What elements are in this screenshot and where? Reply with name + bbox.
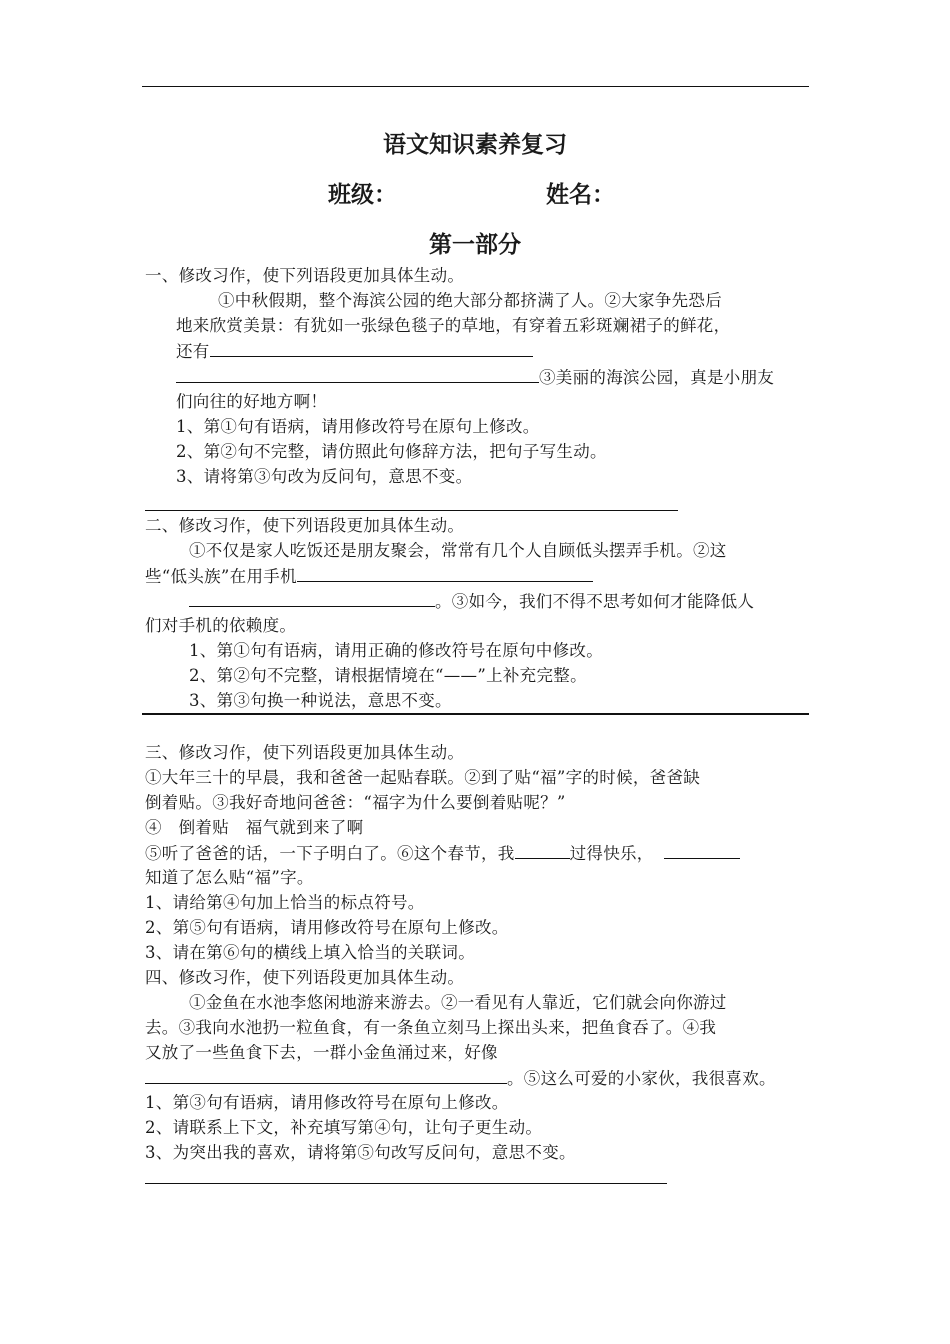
s1-para-text: 还有 bbox=[176, 342, 210, 361]
s4-answer-line[interactable] bbox=[145, 1183, 667, 1184]
s3-question: 2、第⑤句有语病，请用修改符号在原句上修改。 bbox=[145, 918, 509, 937]
s1-question: 3、请将第③句改为反问句，意思不变。 bbox=[176, 467, 473, 486]
top-rule bbox=[142, 86, 809, 87]
s3-para-line: ④ 倒着贴 福气就到来了啊 bbox=[145, 818, 364, 837]
s2-fill-blank[interactable] bbox=[189, 590, 435, 607]
s4-para-text: 。⑤这么可爱的小家伙，我很喜欢。 bbox=[507, 1069, 776, 1088]
s2-fill-blank[interactable] bbox=[297, 565, 593, 582]
s2-para-text: 。③如今，我们不得不思考如何才能降低人 bbox=[435, 592, 755, 611]
s3-heading: 三、修改习作，使下列语段更加具体生动。 bbox=[145, 743, 465, 762]
s1-para-text: ③美丽的海滨公园，真是小朋友 bbox=[539, 368, 775, 387]
s4-para-line: 去。③我向水池扔一粒鱼食，有一条鱼立刻马上探出头来，把鱼食吞了。④我 bbox=[145, 1018, 717, 1037]
s2-para-text: 些“低头族”在用手机 bbox=[145, 567, 297, 586]
s1-answer-line[interactable] bbox=[145, 510, 678, 511]
s4-heading: 四、修改习作，使下列语段更加具体生动。 bbox=[145, 968, 465, 987]
s3-para-text: 过得快乐， bbox=[569, 844, 654, 863]
s2-para-line bbox=[145, 565, 593, 588]
s4-para-line: 又放了一些鱼食下去，一群小金鱼涌过来，好像 bbox=[145, 1043, 498, 1062]
s2-heading: 二、修改习作，使下列语段更加具体生动。 bbox=[145, 516, 465, 535]
class-label: 班级： bbox=[328, 182, 397, 208]
s2-para-line bbox=[189, 590, 754, 613]
page-title: 语文知识素养复习 bbox=[383, 132, 567, 158]
s3-fill-blank[interactable] bbox=[664, 842, 740, 859]
s3-fill-blank[interactable] bbox=[515, 842, 570, 859]
part-title: 第一部分 bbox=[429, 232, 521, 258]
s3-para-text: ⑤听了爸爸的话，一下子明白了。⑥这个春节，我 bbox=[145, 844, 515, 863]
s2-question: 3、第③句换一种说法，意思不变。 bbox=[189, 691, 452, 710]
s3-para-line bbox=[145, 842, 740, 865]
s2-question: 2、第②句不完整，请根据情境在“——”上补充完整。 bbox=[189, 666, 587, 685]
section-divider bbox=[142, 713, 809, 715]
s1-para-line bbox=[176, 366, 774, 389]
s1-question: 2、第②句不完整，请仿照此句修辞方法，把句子写生动。 bbox=[176, 442, 607, 461]
s1-para-line: 地来欣赏美景：有犹如一张绿色毯子的草地，有穿着五彩斑斓裙子的鲜花， bbox=[176, 316, 731, 335]
s4-question: 1、第③句有语病，请用修改符号在原句上修改。 bbox=[145, 1093, 509, 1112]
s1-fill-blank[interactable] bbox=[176, 366, 539, 383]
s2-para-line: 们对手机的依赖度。 bbox=[145, 616, 297, 635]
s4-question: 2、请联系上下文，补充填写第④句，让句子更生动。 bbox=[145, 1118, 543, 1137]
s4-para-line bbox=[145, 1067, 776, 1090]
s3-question: 3、请在第⑥句的横线上填入恰当的关联词。 bbox=[145, 943, 475, 962]
s2-para-line: ①不仅是家人吃饭还是朋友聚会，常常有几个人自顾低头摆弄手机。②这 bbox=[189, 541, 727, 560]
name-label: 姓名： bbox=[546, 182, 615, 208]
s3-para-line: ①大年三十的早晨，我和爸爸一起贴春联。②到了贴“福”字的时候，爸爸缺 bbox=[145, 768, 701, 787]
s3-question: 1、请给第④句加上恰当的标点符号。 bbox=[145, 893, 425, 912]
s1-para-line: 们向往的好地方啊！ bbox=[176, 392, 328, 411]
s1-fill-blank[interactable] bbox=[210, 340, 533, 357]
s1-para-line: ①中秋假期，整个海滨公园的绝大部分都挤满了人。②大家争先恐后 bbox=[218, 291, 722, 310]
s4-para-line: ①金鱼在水池李悠闲地游来游去。②一看见有人靠近，它们就会向你游过 bbox=[189, 993, 727, 1012]
s3-para-line: 倒着贴。③我好奇地问爸爸：“福字为什么要倒着贴呢？” bbox=[145, 793, 566, 812]
s1-heading: 一、修改习作，使下列语段更加具体生动。 bbox=[145, 266, 465, 285]
s4-question: 3、为突出我的喜欢，请将第⑤句改写反问句，意思不变。 bbox=[145, 1143, 576, 1162]
s3-para-line: 知道了怎么贴“福”字。 bbox=[145, 868, 314, 887]
s2-question: 1、第①句有语病，请用正确的修改符号在原句中修改。 bbox=[189, 641, 603, 660]
s1-question: 1、第①句有语病，请用修改符号在原句上修改。 bbox=[176, 417, 540, 436]
s1-para-line bbox=[176, 340, 533, 363]
s4-fill-blank[interactable] bbox=[145, 1067, 507, 1084]
